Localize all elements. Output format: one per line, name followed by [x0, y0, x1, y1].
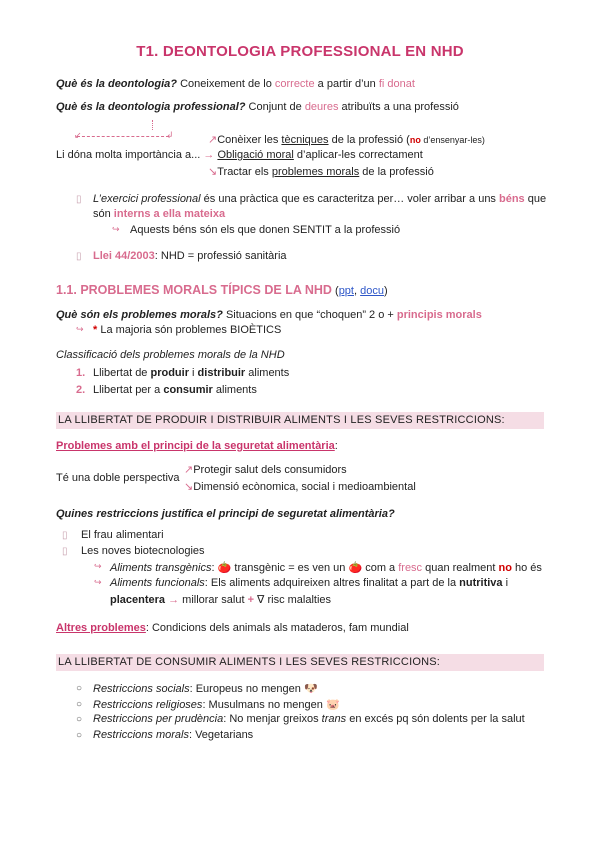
dog-icon: 🐶 — [303, 683, 318, 695]
highlight-text: Llei 44/2003 — [93, 250, 155, 262]
pig-icon: 🐷 — [325, 699, 340, 711]
question-problemes-morals — [56, 309, 482, 321]
list-text: aliments — [245, 367, 290, 379]
list-text: Llibertat de — [93, 367, 151, 379]
list-item — [76, 384, 85, 396]
consum-morals — [93, 729, 253, 741]
italic-text: Restriccions per prudència — [93, 713, 224, 725]
hook-arrow-icon: ↪ — [94, 561, 102, 571]
page-title: T1. DEONTOLOGIA PROFESSIONAL EN NHD — [136, 43, 464, 60]
text: ho és — [511, 562, 542, 574]
text: : — [211, 562, 218, 574]
text: millorar salut — [179, 594, 248, 606]
definition-deontologia-professional — [56, 101, 459, 113]
band-title-produir: LA LLIBERTAT DE PRODUIR I DISTRIBUIR ALIMENTS I LES SEVES RESTRICCIONS: — [58, 414, 505, 426]
definition-deontologia — [56, 78, 415, 90]
branch-text: de la professió — [359, 166, 434, 178]
branch-item-tecniques — [208, 133, 485, 146]
list-text: i — [188, 367, 198, 379]
comma: , — [353, 285, 361, 297]
sub-bullet-bioetics — [93, 324, 281, 336]
circle-bullet-icon: ○ — [76, 683, 83, 694]
section-heading-text: 1.1. PROBLEMES MORALS TÍPICS DE LA NHD — [56, 283, 332, 297]
star-mark: * — [93, 324, 98, 336]
branch-text: d’ensenyar-les) — [420, 135, 485, 145]
arrow-down-right-icon: ↘ — [208, 166, 218, 178]
hook-arrow-icon: ↪ — [112, 224, 120, 234]
highlight-no: no — [498, 562, 512, 574]
bold-text: distribuir — [197, 367, 246, 379]
perspective-item-1 — [184, 463, 347, 476]
italic-text: trans — [321, 713, 347, 725]
perspective-item-2 — [184, 480, 416, 493]
link-docu[interactable]: docu — [360, 285, 384, 297]
square-bullet-icon: ▯ — [62, 546, 68, 557]
perspective-root: Té una doble perspectiva — [56, 472, 180, 484]
text: : No menjar greixos — [223, 713, 322, 725]
dash-arrow-tail-icon: ↲ — [166, 130, 174, 140]
highlight-text: correcte — [274, 78, 315, 90]
list-number: 1. — [76, 367, 86, 379]
definition-text: atribuïts a una professió — [338, 101, 459, 113]
band-title-consumir: LA LLIBERTAT DE CONSUMIR ALIMENTS I LES SEVES RESTRICCIONS: — [58, 656, 441, 668]
definition-question: Què és la deontologia? — [56, 78, 178, 90]
italic-text: Restriccions socials — [93, 683, 190, 695]
tomato-icon: 🍅 — [217, 562, 232, 574]
circle-bullet-icon: ○ — [76, 730, 83, 741]
highlight-text: béns — [499, 193, 525, 205]
classification-title — [56, 349, 285, 361]
arrow-right-icon: → — [203, 149, 215, 161]
underlined-text: problemes morals — [271, 166, 360, 178]
arrow-up-right-icon: ↗ — [184, 464, 194, 476]
list-number: 2. — [76, 384, 86, 396]
perspective-text: Dimensió ecònomica, social i medioambiental — [193, 481, 416, 493]
subheading-text: Problemes amb el principi de la seguretat alimentària — [56, 440, 335, 452]
hook-arrow-icon: ↪ — [76, 324, 84, 334]
bold-text: placentera — [110, 594, 166, 606]
branch-root-text: Li dóna molta importància a... — [56, 149, 201, 161]
underlined-text: tècniques — [281, 134, 329, 146]
sub-restriction-funcionals-line2 — [110, 593, 331, 606]
colon: : — [334, 440, 338, 452]
list-item-produir — [93, 367, 289, 379]
question-restriccions — [56, 508, 395, 520]
bullet-text: són — [93, 208, 114, 220]
subheading-text: Altres problemes — [56, 622, 146, 634]
restriction-biotecnologies: Les noves biotecnologies — [81, 545, 205, 557]
bold-text: produir — [150, 367, 189, 379]
square-bullet-icon: ▯ — [76, 251, 82, 262]
underlined-text: Obligació moral — [217, 149, 294, 161]
branch-text: d’aplicar-les correctament — [293, 149, 423, 161]
consum-religioses — [93, 698, 340, 711]
list-item — [76, 367, 85, 379]
definition-text: Conjunt de — [245, 101, 305, 113]
plus-sign: + — [247, 594, 254, 606]
bold-text: consumir — [163, 384, 213, 396]
sub-bullet-sentit: Aquests béns són els que donen SENTIT a la professió — [130, 224, 401, 236]
sub-restriction-funcionals — [110, 576, 542, 591]
square-bullet-icon: ▯ — [76, 194, 82, 205]
circle-bullet-icon: ○ — [76, 714, 83, 725]
highlight-no: no — [409, 135, 421, 145]
question-text: Quines restriccions justifica el principi de seguretat alimentària? — [56, 508, 395, 520]
definition-text: Coneixement de lo — [177, 78, 275, 90]
dash-arrow-head-icon: ↙ — [74, 130, 82, 140]
text: : Musulmans no mengen — [202, 699, 326, 711]
bullet-exercici-line2 — [93, 208, 225, 220]
sub-bullet-text: La majoria són problemes BIOÈTICS — [97, 324, 282, 336]
bold-text: nutritiva — [459, 577, 503, 589]
perspective-text: Protegir salut dels consumidors — [193, 464, 347, 476]
bullet-exercici — [93, 193, 546, 205]
italic-text: Restriccions morals — [93, 729, 189, 741]
bullet-text: que — [524, 193, 547, 205]
definition-text: a partir d’un — [314, 78, 379, 90]
altres-problemes — [56, 622, 409, 634]
section-heading-1-1 — [56, 283, 388, 297]
sub-restriction-transgenics — [110, 561, 542, 574]
text: transgènic = es ven un — [231, 562, 349, 574]
list-item-consumir — [93, 384, 257, 396]
hook-arrow-icon: ↪ — [94, 577, 102, 587]
definition-question: Què és la deontologia professional? — [56, 101, 246, 113]
branch-root — [56, 149, 423, 161]
consum-socials — [93, 682, 318, 695]
paren: ) — [383, 285, 388, 297]
bullet-llei — [93, 250, 287, 262]
tomato-icon: 🍅 — [348, 562, 363, 574]
restriction-frau: El frau alimentari — [81, 529, 164, 541]
text: quan realment — [422, 562, 499, 574]
text: : Els aliments adquireixen altres finalitat a part de la — [204, 577, 460, 589]
highlight-text: fresc — [398, 562, 423, 574]
list-text: Llibertat per a — [93, 384, 164, 396]
text: com a — [362, 562, 399, 574]
italic-text: Aliments funcionals — [110, 577, 205, 589]
text: : Vegetarians — [188, 729, 254, 741]
consum-prudencia — [93, 713, 525, 725]
branch-text: Conèixer les — [217, 134, 282, 146]
bullet-text: és una pràctica que es caracteritza per… voler arribar a uns — [200, 193, 499, 205]
text: : Europeus no mengen — [189, 683, 304, 695]
branch-text: Tractar els — [217, 166, 272, 178]
branch-text: de la professió ( — [328, 134, 410, 146]
paren: ( — [331, 285, 339, 297]
text: : Condicions dels animals als mataderos, fam mundial — [145, 622, 409, 634]
italic-text: Classificació dels problemes morals de la NHD — [56, 349, 285, 361]
dashed-connector — [77, 136, 169, 137]
highlight-text: principis morals — [396, 309, 482, 321]
italic-text: Restriccions religioses — [93, 699, 203, 711]
highlight-text: deures — [304, 101, 339, 113]
arrow-down-right-icon: ↘ — [184, 481, 194, 493]
text: i — [502, 577, 509, 589]
arrow-up-right-icon: ↗ — [208, 134, 218, 146]
highlight-text: fi donat — [378, 78, 415, 90]
list-text: aliments — [212, 384, 257, 396]
bullet-text: : NHD = professió sanitària — [154, 250, 287, 262]
text: ∇ risc malalties — [254, 594, 332, 606]
answer-text: Situacions en que “choquen” 2 o + — [222, 309, 397, 321]
arrow-right-icon: → — [168, 594, 180, 606]
highlight-text: interns a ella mateixa — [113, 208, 226, 220]
link-ppt[interactable]: ppt — [338, 285, 354, 297]
dotted-connector — [152, 120, 153, 130]
circle-bullet-icon: ○ — [76, 699, 83, 710]
italic-text: L’exercici professional — [93, 193, 201, 205]
branch-item-problemes — [208, 165, 434, 178]
text: en excés pq són dolents per la salut — [346, 713, 525, 725]
italic-text: Aliments transgènics — [110, 562, 212, 574]
subheading-seguretat — [56, 440, 338, 452]
square-bullet-icon: ▯ — [62, 530, 68, 541]
question-text: Què són els problemes morals? — [56, 309, 223, 321]
